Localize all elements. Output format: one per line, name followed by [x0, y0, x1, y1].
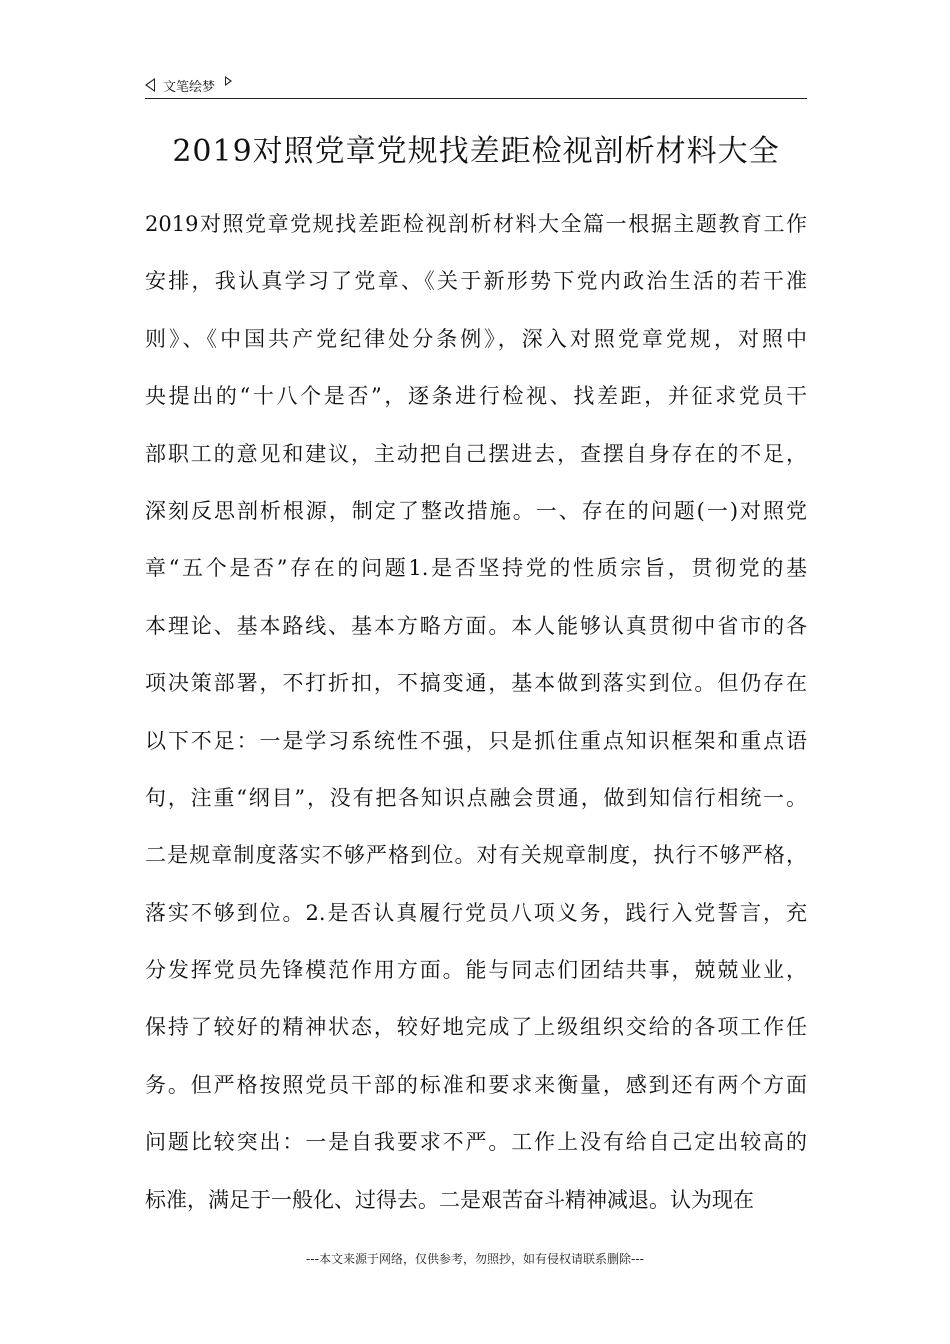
footer-notice: ---本文来源于网络，仅供参考，勿照抄，如有侵权请联系删除---	[306, 1252, 644, 1266]
triangle-right-icon	[225, 76, 232, 86]
document-body	[145, 196, 807, 1229]
body-line: 安排，我认真学习了党章、《关于新形势下党内政治生活的若干准	[145, 269, 807, 294]
body-line: 问题比较突出：一是自我要求不严。工作上没有给自己定出较高的	[145, 1130, 807, 1155]
body-line: 分发挥党员先锋模范作用方面。能与同志们团结共事，兢兢业业，	[145, 958, 807, 983]
body-line: 务。但严格按照党员干部的标准和要求来衡量，感到还有两个方面	[145, 1072, 807, 1097]
body-line: 本理论、基本路线、基本方略方面。本人能够认真贯彻中省市的各	[145, 613, 807, 638]
page-header	[145, 72, 807, 99]
body-line: 则》、《中国共产党纪律处分条例》，深入对照党章党规，对照中	[145, 326, 807, 351]
triangle-left-icon	[145, 78, 155, 92]
body-line: 部职工的意见和建议，主动把自己摆进去，查摆自身存在的不足，	[145, 441, 807, 466]
header-brand: 文笔绘梦	[163, 79, 216, 95]
body-line: 以下不足：一是学习系统性不强，只是抓住重点知识框架和重点语	[145, 728, 807, 753]
body-line: 章“五个是否”存在的问题1.是否坚持党的性质宗旨，贯彻党的基	[145, 556, 807, 581]
body-line: 项决策部署，不打折扣，不搞变通，基本做到落实到位。但仍存在	[145, 671, 807, 696]
body-line: 央提出的“十八个是否”，逐条进行检视、找差距，并征求党员干	[145, 384, 807, 409]
body-line: 深刻反思剖析根源，制定了整改措施。一、存在的问题(一)对照党	[145, 498, 807, 523]
body-line: 句，注重“纲目”，没有把各知识点融会贯通，做到知信行相统一。	[145, 785, 807, 810]
body-line: 二是规章制度落实不够严格到位。对有关规章制度，执行不够严格，	[145, 843, 807, 868]
document-title: 2019对照党章党规找差距检视剖析材料大全	[172, 134, 780, 169]
body-line: 保持了较好的精神状态，较好地完成了上级组织交给的各项工作任	[145, 1015, 807, 1040]
body-line: 2019对照党章党规找差距检视剖析材料大全篇一根据主题教育工作	[145, 212, 807, 236]
body-line: 落实不够到位。2.是否认真履行党员八项义务，践行入党誓言，充	[145, 900, 807, 925]
body-line: 标准，满足于一般化、过得去。二是艰苦奋斗精神减退。认为现在	[145, 1187, 754, 1212]
